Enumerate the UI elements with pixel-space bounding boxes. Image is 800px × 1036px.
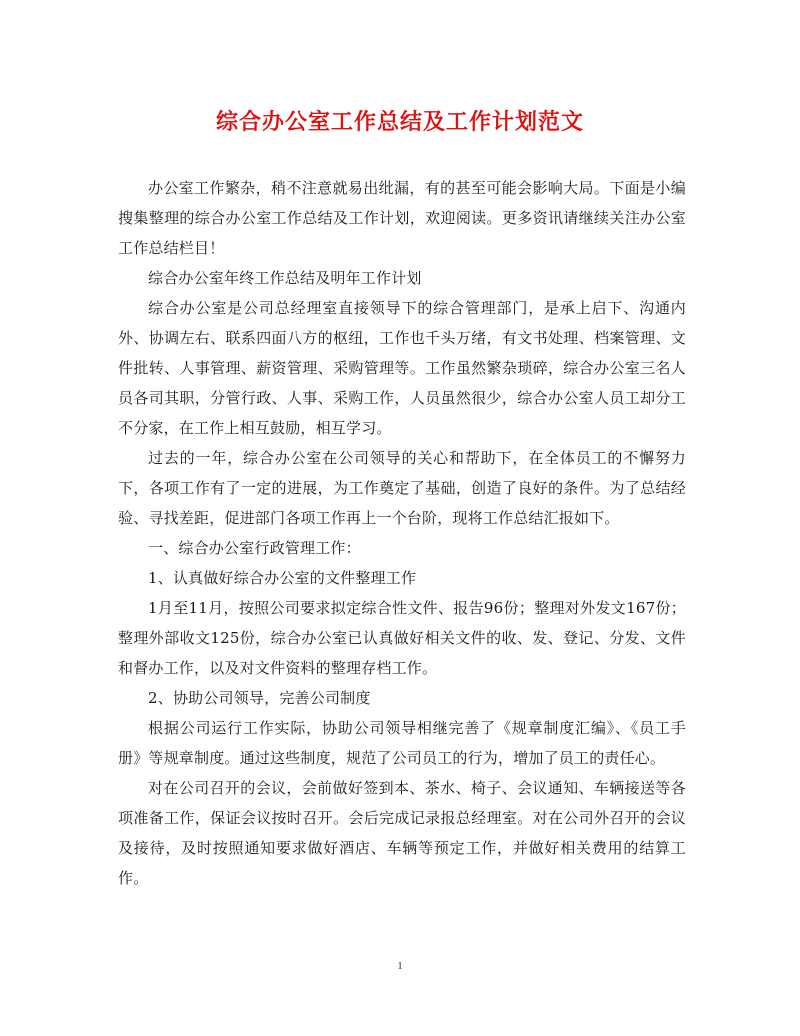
document-body (118, 173, 686, 893)
paragraph-documents: 1月至11月，按照公司要求拟定综合性文件、报告96份；整理对外发文167份；整理外部收文125份，综合办公室已认真做好相关文件的收、发、登记、分发、文件和督办工作，以及对文件资料的整理存档工作。 (118, 599, 686, 677)
paragraph-regulations: 根据公司运行工作实际，协助公司领导相继完善了《规章制度汇编》、《员工手册》等规章制度。通过这些制度，规范了公司员工的行为，增加了员工的责任心。 (118, 719, 686, 767)
paragraph-heading-summary: 综合办公室年终工作总结及明年工作计划 (148, 269, 422, 287)
paragraph-intro: 办公室工作繁杂，稍不注意就易出纰漏，有的甚至可能会影响大局。下面是小编搜集整理的综合办公室工作总结及工作计划，欢迎阅读。更多资讯请继续关注办公室工作总结栏目！ (118, 179, 686, 257)
page-number: 1 (397, 960, 403, 972)
document-title: 综合办公室工作总结及工作计划范文 (215, 109, 584, 135)
subheading-documents: 1、认真做好综合办公室的文件整理工作 (148, 569, 417, 587)
section-heading-admin: 一、综合办公室行政管理工作： (148, 539, 361, 557)
subheading-assist: 2、协助公司领导，完善公司制度 (148, 689, 371, 707)
paragraph-department: 综合办公室是公司总经理室直接领导下的综合管理部门，是承上启下、沟通内外、协调左右、联系四面八方的枢纽，工作也千头万绪，有文书处理、档案管理、文件批转、人事管理、薪资管理、采购管理等。工作虽然繁杂琐碎，综合办公室三名人员各司其职，分管行政、人事、采购工作，人员虽然很少，综合办公室人员工却分工不分家，在工作上相互鼓励，相互学习。 (118, 299, 686, 437)
paragraph-meetings: 对在公司召开的会议，会前做好签到本、茶水、椅子、会议通知、车辆接送等各项准备工作，保证会议按时召开。会后完成记录报总经理室。对在公司外召开的会议及接待，及时按照通知要求做好酒店、车辆等预定工作，并做好相关费用的结算工作。 (118, 779, 686, 887)
paragraph-past-year: 过去的一年，综合办公室在公司领导的关心和帮助下，在全体员工的不懈努力下，各项工作有了一定的进展，为工作奠定了基础，创造了良好的条件。为了总结经验、寻找差距，促进部门各项工作再上一个台阶，现将工作总结汇报如下。 (118, 449, 686, 527)
